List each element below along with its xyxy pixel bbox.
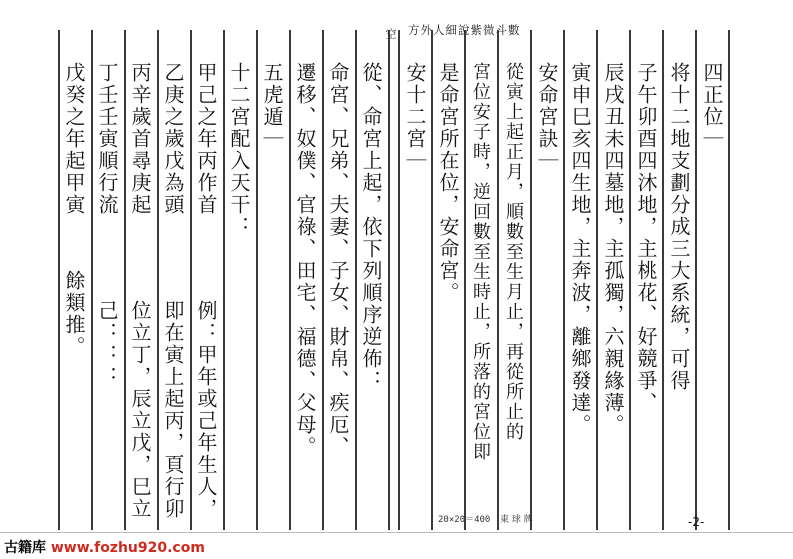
left-column-9: 丁壬壬寅順行流	[95, 62, 119, 216]
right-column-9: 宮位安子時，逆回數至生時止，所落的宮位即	[470, 62, 491, 462]
left-column-8: 丙辛歲首尋庚起	[128, 62, 152, 216]
example-column-6: 餘類推。	[62, 270, 86, 358]
header-title: 方外人細說紫微斗數	[408, 23, 521, 37]
example-column-4: 己：：：	[95, 300, 119, 388]
left-column-3: 遷移、奴僕、官祿、田宅、福德、父母。	[293, 62, 317, 458]
watermark	[4, 537, 205, 557]
left-column-7: 乙庚之歲戊為頭	[161, 62, 185, 216]
right-column-1: 四正位｜	[700, 62, 724, 150]
right-column-3: 子午卯酉四沐地，主桃花、好競爭、	[634, 62, 658, 414]
grid-spec: 20×20＝400	[438, 515, 491, 525]
right-column-10: 是命宮所在位，安命宮。	[436, 62, 460, 304]
bottom-rule	[0, 532, 793, 533]
right-column-2: 将十二地支劃分成三大系統，可得	[667, 62, 691, 392]
left-column-10: 戊癸之年起甲寅	[62, 62, 86, 216]
left-column-5: 十二宮配入天干：	[227, 62, 251, 238]
watermark-url: www.fozhu920.com	[50, 540, 205, 556]
right-column-4: 辰戌丑未四墓地，主孤獨，六親緣薄。	[601, 62, 625, 436]
left-column-6: 甲己之年丙作首	[194, 62, 218, 216]
right-column-11: 安十二宮｜	[403, 62, 427, 172]
left-column-1: 從、命宮上起，依下列順序逆佈：	[359, 62, 383, 392]
example-column-1: 例：甲年或己年生人，	[194, 300, 218, 520]
example-column-2: 即在寅上起丙，頁行卯	[161, 300, 185, 520]
watermark-site-name: 古籍库	[4, 540, 46, 556]
page-number: -2-	[688, 515, 705, 529]
example-column-3: 位立丁，辰立戊，巳立	[128, 300, 152, 520]
paper-maker: 東 球 牌	[500, 515, 533, 525]
margin-mark: 空	[384, 28, 397, 39]
right-column-7: 安命宮訣｜	[535, 62, 559, 172]
left-column-2: 命宮、兄弟、夫妻、子女、財帛、疾厄、	[326, 62, 350, 458]
left-column-4: 五虎遁｜	[260, 62, 284, 150]
right-column-5: 寅申巳亥四生地，主奔波，離鄉發達。	[568, 62, 592, 436]
right-column-8: 從寅上起正月，順數至生月止，再從所止的	[503, 62, 524, 442]
